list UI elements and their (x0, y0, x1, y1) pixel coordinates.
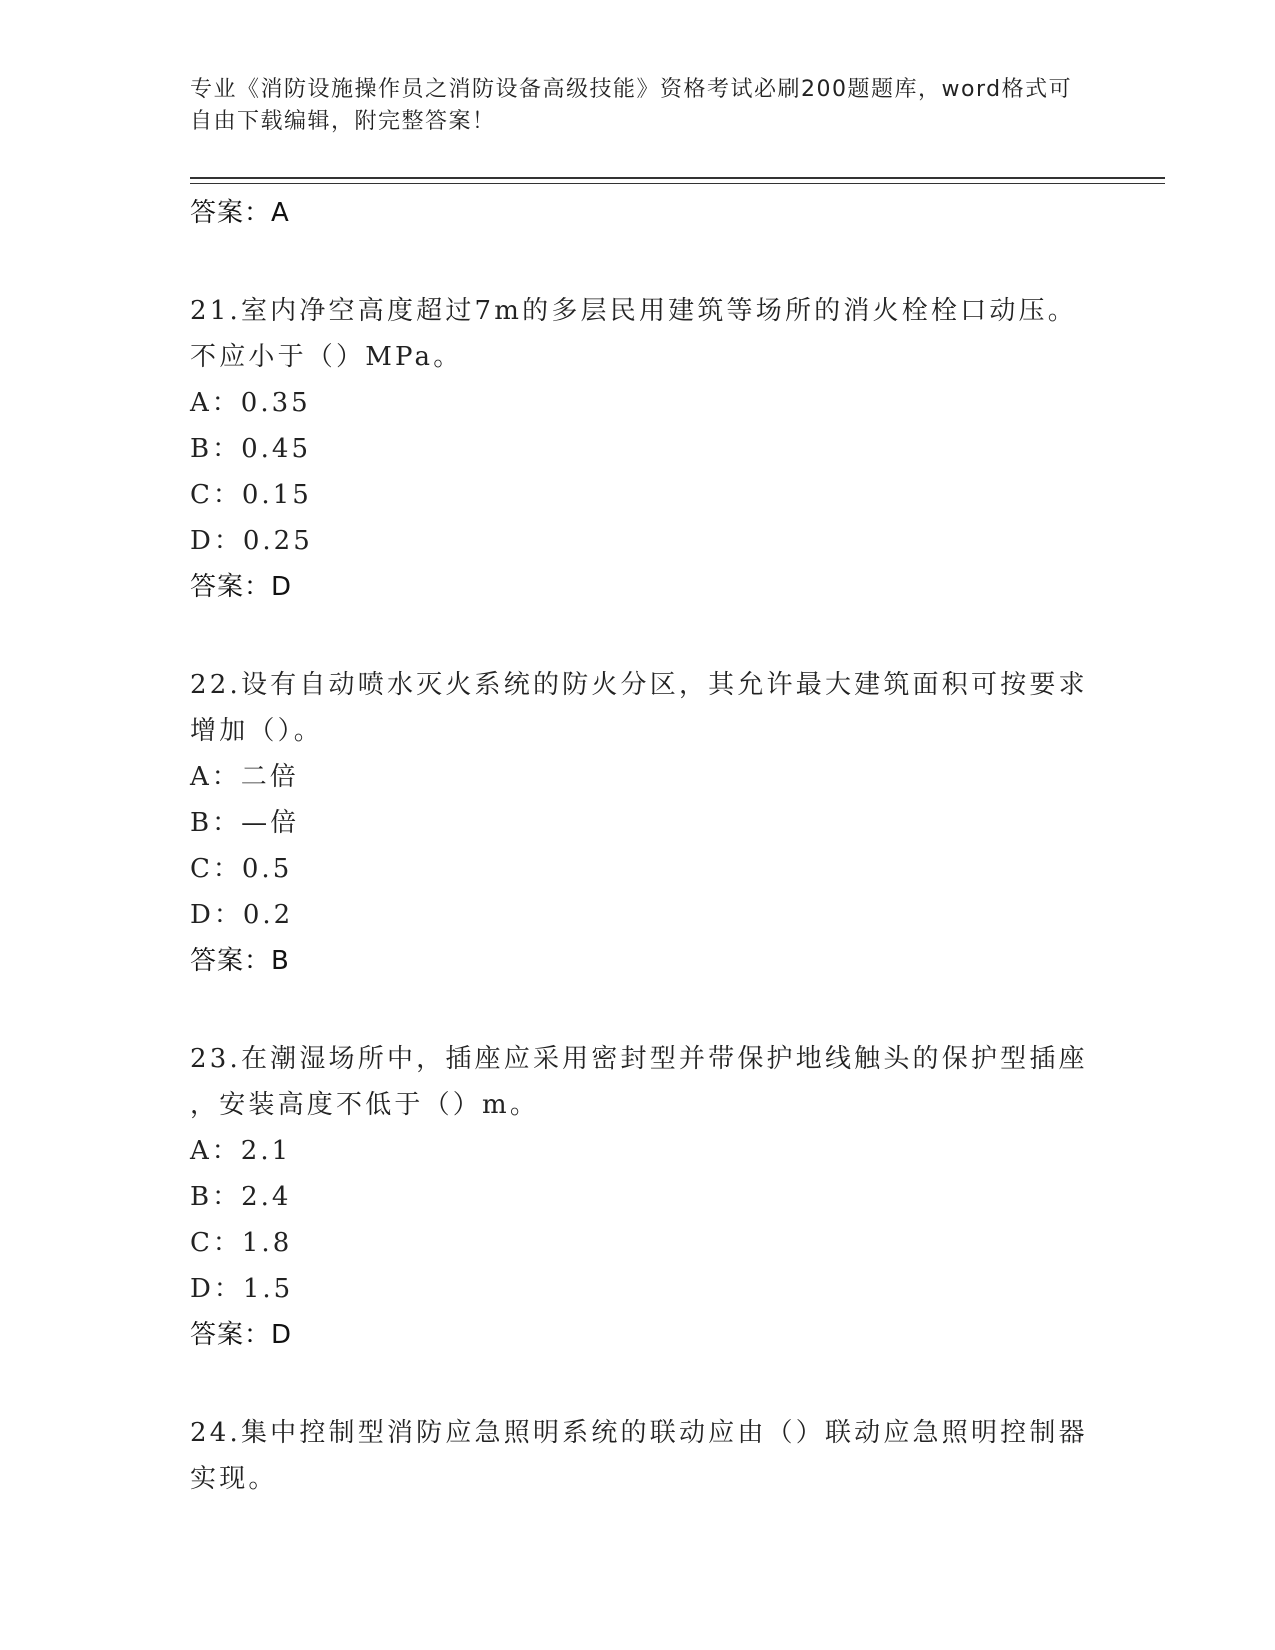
question-stem: 23.在潮湿场所中，插座应采用密封型并带保护地线触头的保护型插座 (190, 1044, 1088, 1074)
option-d: D：0.2 (190, 900, 294, 930)
question-stem-continued: 不应小于（）MPa。 (190, 342, 463, 372)
question-24 (190, 1410, 1090, 1502)
option-b: B：—倍 (190, 808, 300, 838)
question-21 (190, 288, 1090, 610)
document-header: 专业《消防设施操作员之消防设备高级技能》资格考试必刷200题题库，word格式可自由下载编辑，附完整答案！ (190, 77, 1073, 134)
answer-line: 答案：D (190, 572, 293, 602)
option-c: C：0.15 (190, 480, 312, 510)
question-stem: 24.集中控制型消防应急照明系统的联动应由（）联动应急照明控制器 (190, 1418, 1088, 1448)
question-stem-continued: 实现。 (190, 1464, 278, 1494)
question-22 (190, 662, 1090, 984)
option-d: D：0.25 (190, 526, 313, 556)
option-a: A：2.1 (190, 1136, 292, 1166)
question-list (190, 190, 1090, 1502)
question-stem-continued: 增加（）。 (190, 716, 324, 746)
option-a: A：0.35 (190, 388, 311, 418)
question-stem: 22.设有自动喷水灭火系统的防火分区，其允许最大建筑面积可按要求 (190, 670, 1088, 700)
answer-line: 答案：D (190, 1320, 293, 1350)
option-b: B：2.4 (190, 1182, 292, 1212)
option-b: B：0.45 (190, 434, 311, 464)
question-stem: 21.室内净空高度超过7m的多层民用建筑等场所的消火栓栓口动压。 (190, 296, 1077, 326)
option-a: A：二倍 (190, 762, 299, 792)
answer-line: 答案：A (190, 198, 290, 228)
answer-line: 答案：B (190, 946, 290, 976)
option-c: C：1.8 (190, 1228, 293, 1258)
option-d: D：1.5 (190, 1274, 294, 1304)
question-stem-continued: ，安装高度不低于（）m。 (190, 1090, 540, 1120)
option-c: C：0.5 (190, 854, 293, 884)
header-divider-thick (190, 177, 1165, 179)
header-divider-thin (190, 183, 1165, 184)
question-23 (190, 1036, 1090, 1358)
